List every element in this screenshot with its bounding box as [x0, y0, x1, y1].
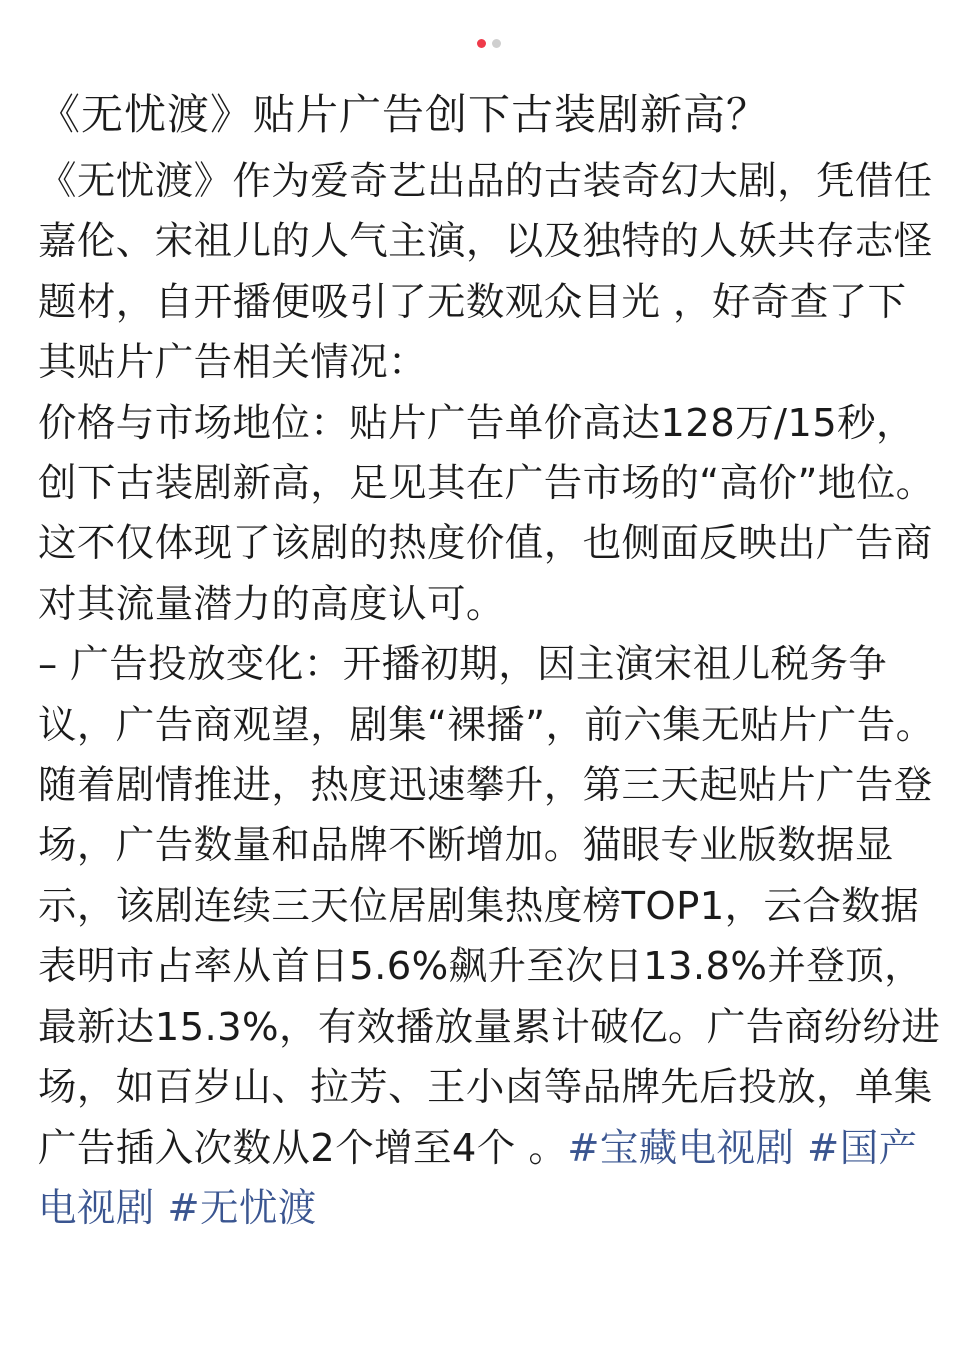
post-paragraph-ads: [38, 635, 943, 1239]
post-paragraph-ads-text: – 广告投放变化：开播初期，因主演宋祖儿税务争议，广告商观望，剧集“裸播”，前六集无贴片广告。随着剧情推进，热度迅速攀升，第三天起贴片广告登场，广告数量和品牌不断增加。猫眼专业版数据显示，该剧连续三天位居剧集热度榜TOP1，云合数据表明市占率从首日5.6%飙升至次日13.8%并登顶，最新达15.3%，有效播放量累计破亿。广告商纷纷进场，如百岁山、拉芳、王小卤等品牌先后投放，单集广告插入次数从2个增至4个 。: [38, 642, 941, 1171]
hashtag-link[interactable]: #无忧渡: [167, 1185, 317, 1231]
image-pager-dots: [0, 39, 978, 48]
hashtag-link[interactable]: #国产电视剧: [38, 1125, 918, 1231]
post-title: 《无忧渡》贴片广告创下古装剧新高？: [38, 90, 770, 139]
post-paragraph-price: 价格与市场地位：贴片广告单价高达128万/15秒，创下古装剧新高，足见其在广告市场的“高价”地位。这不仅体现了该剧的热度价值，也侧面反映出广告商对其流量潜力的高度认可。: [38, 400, 935, 627]
post-content: [38, 80, 943, 1239]
post-paragraph-intro: 《无忧渡》作为爱奇艺出品的古装奇幻大剧，凭借任嘉伦、宋祖儿的人气主演，以及独特的人妖共存志怪题材，自开播便吸引了无数观众目光 ，好奇查了下其贴片广告相关情况：: [38, 159, 933, 386]
pager-dot: [492, 39, 501, 48]
hashtag-link[interactable]: #宝藏电视剧: [567, 1125, 795, 1171]
pager-dot-active: [477, 39, 486, 48]
